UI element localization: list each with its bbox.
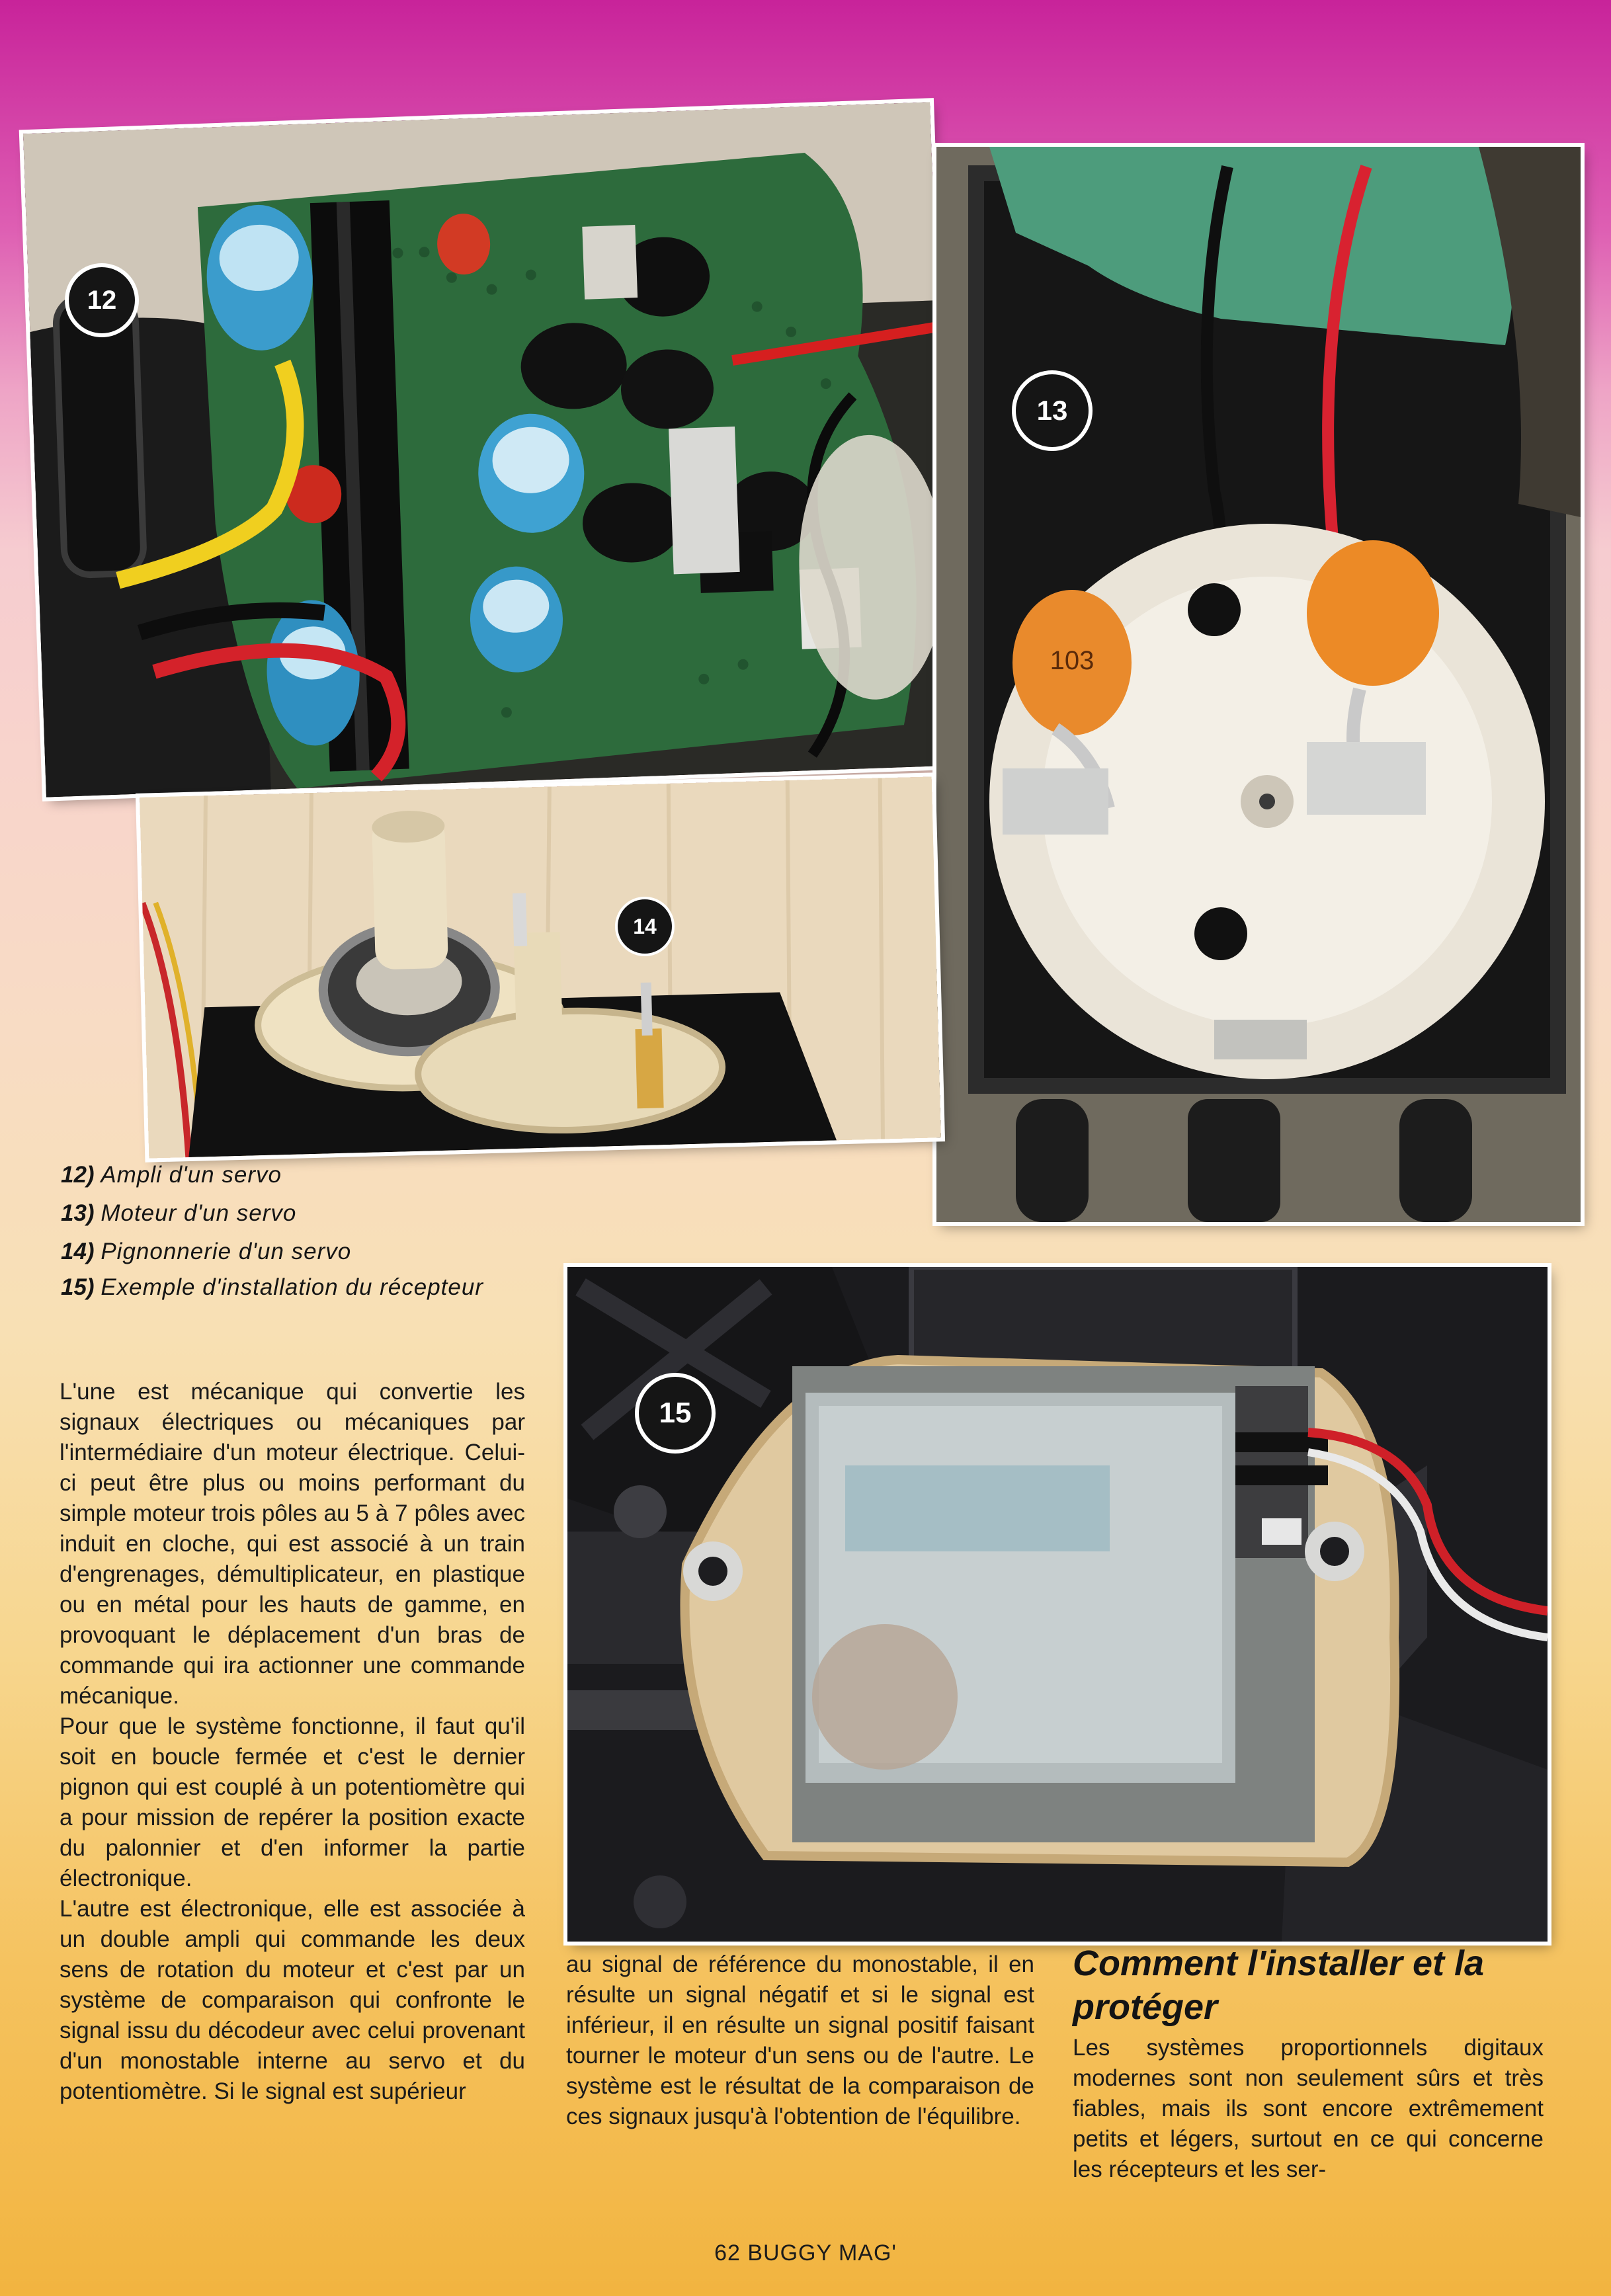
column-1-paragraph-1: L'une est mécanique qui convertie les signaux électriques ou mécaniques par l'intermédiaire d'un moteur électrique. Celui-ci peut être plus ou moins performant du simple moteur trois pôles au 5 à 7 pôles avec induit en cloche, qui est associé à un train d'engrenages, démultiplicateur, en plastique ou en métal pour les hauts de gamme, en provoquant le déplacement d'un bras de commande qui ira actionner une commande mécanique. <box>60 1379 525 1709</box>
caption-12-number: 12) <box>61 1162 95 1188</box>
caption-13 <box>61 1194 537 1233</box>
page-footer: 62 BUGGY MAG' <box>714 2240 897 2266</box>
photo-14-badge: 14 <box>615 897 675 956</box>
photo-13-badge: 13 <box>1012 370 1093 451</box>
caption-14-number: 14) <box>61 1239 95 1264</box>
article-column-1 <box>60 1377 525 2107</box>
article-column-2 <box>566 1949 1034 2132</box>
photo-12-image <box>23 102 953 797</box>
photo-captions <box>61 1156 537 1304</box>
photo-13-image <box>936 147 1581 1222</box>
photo-15-receiver-installation <box>567 1267 1548 1942</box>
photo-13-capacitor-code: 103 <box>1050 646 1095 675</box>
caption-14-text: Pignonnerie d'un servo <box>101 1239 352 1264</box>
caption-13-number: 13) <box>61 1200 95 1226</box>
photo-14-servo-gears <box>140 776 941 1158</box>
column-3-paragraph-1: Les systèmes proportionnels digitaux modernes sont non seulement sûrs et très fiables, mais ils sont encore extrêmement petits et légers, surtout en ce qui concerne les récepteurs et les ser- <box>1073 2035 1544 2182</box>
column-2-paragraph-1: au signal de référence du monostable, il en résulte un signal négatif et si le signal est inférieur, il en résulte un signal positif faisant tourner le moteur d'un sens ou de l'autre. Le système est le résultat de la comparaison de ces signaux jusqu'à l'obtention de l'équilibre. <box>566 1951 1034 2129</box>
photo-12-badge: 12 <box>65 263 139 337</box>
article-column-3 <box>1073 1942 1544 2185</box>
photo-12-servo-amplifier <box>23 102 953 797</box>
column-1-paragraph-3: L'autre est électronique, elle est associée à un double ampli qui commande les deux sens de rotation du moteur et c'est par un système de comparaison qui confronte le signal issu du décodeur avec celui provenant d'un monostable interne au servo et du potentiomètre. Si le signal est supérieur <box>60 1896 525 2104</box>
caption-15-number: 15) <box>61 1274 95 1300</box>
caption-15 <box>61 1271 524 1304</box>
caption-12-text: Ampli d'un servo <box>101 1162 282 1188</box>
column-1-paragraph-2: Pour que le système fonctionne, il faut qu'il soit en boucle fermée et c'est le dernier pignon qui est couplé à un potentiomètre qui a pour mission de repérer la position exacte du palonnier et d'en informer la partie électronique. <box>60 1713 525 1891</box>
section-heading: Comment l'installer et la protéger <box>1073 1944 1485 2027</box>
caption-13-text: Moteur d'un servo <box>101 1200 297 1226</box>
photo-15-badge: 15 <box>635 1373 716 1454</box>
caption-15-text: Exemple d'installation du récepteur <box>101 1274 483 1300</box>
photo-13-servo-motor <box>936 147 1581 1222</box>
caption-14 <box>61 1233 537 1271</box>
photo-14-image <box>140 776 941 1158</box>
caption-12 <box>61 1156 537 1194</box>
photo-15-image <box>567 1267 1548 1942</box>
